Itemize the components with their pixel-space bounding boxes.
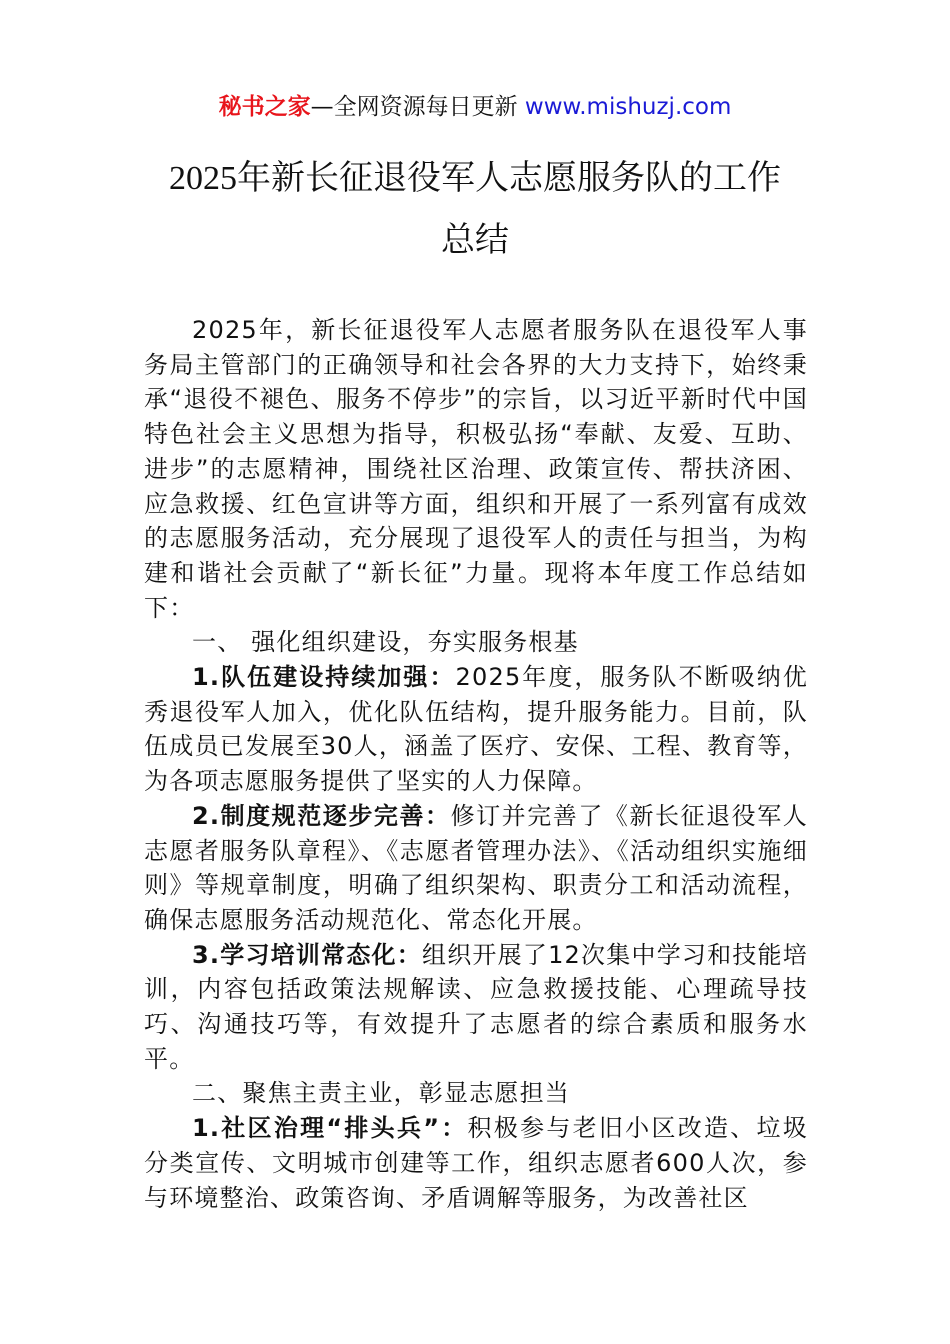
brand-name: 秘书之家 (218, 94, 311, 120)
item-text: 积极参与老旧小区改造、垃圾分类宣传、文明城市创建等工作，组织志愿者600人次，参与环境整治、政策咨询、矛盾调解等服务，为改善社区 (144, 1114, 808, 1212)
item-lead: 1.社区治理“排头兵”： (192, 1114, 468, 1143)
site-banner (0, 88, 950, 121)
item-lead: 3.学习培训常态化： (192, 940, 422, 969)
item-text: 2025年度，服务队不断吸纳优秀退役军人加入，优化队伍结构，提升服务能力。目前，队伍成员已发展至30人，涵盖了医疗、安保、工程、教育等，为各项志愿服务提供了坚实的人力保障。 (144, 663, 808, 796)
item-text: 修订并完善了《新长征退役军人志愿者服务队章程》、《志愿者管理办法》、《活动组织实施细则》等规章制度，明确了组织架构、职责分工和活动流程，确保志愿服务活动规范化、常态化开展。 (144, 801, 808, 934)
item-text: 组织开展了12次集中学习和技能培训，内容包括政策法规解读、应急救援技能、心理疏导技巧、沟通技巧等，有效提升了志愿者的综合素质和服务水平。 (144, 940, 808, 1073)
item-lead: 2.制度规范逐步完善： (192, 801, 451, 830)
document-body (144, 313, 808, 1215)
section-1-item-2 (144, 799, 808, 938)
banner-tagline: —全网资源每日更新 (310, 94, 525, 120)
section-2-item-1 (144, 1111, 808, 1215)
section-heading-2: 二、聚焦主责主业，彰显志愿担当 (192, 1079, 570, 1108)
document-title (140, 148, 810, 272)
intro-paragraph: 2025年，新长征退役军人志愿者服务队在退役军人事务局主管部门的正确领导和社会各界的大力支持下，始终秉承“退役不褪色、服务不停步”的宗旨，以习近平新时代中国特色社会主义思想为指导，积极弘扬“奉献、友爱、互助、进步”的志愿精神，围绕社区治理、政策宣传、帮扶济困、应急救援、红色宣讲等方面，组织和开展了一系列富有成效的志愿服务活动，充分展现了退役军人的责任与担当，为构建和谐社会贡献了“新长征”力量。现将本年度工作总结如下： (144, 316, 808, 622)
title-line-1: 2025年新长征退役军人志愿服务队的工作 (169, 160, 781, 197)
section-1-item-1 (144, 660, 808, 799)
item-lead: 1.队伍建设持续加强： (192, 663, 456, 692)
site-url-link[interactable]: www.mishuzj.com (524, 94, 732, 120)
section-heading-1: 一、 强化组织建设，夯实服务根基 (192, 628, 579, 657)
section-1-item-3 (144, 938, 808, 1077)
title-line-2: 总结 (441, 222, 509, 259)
